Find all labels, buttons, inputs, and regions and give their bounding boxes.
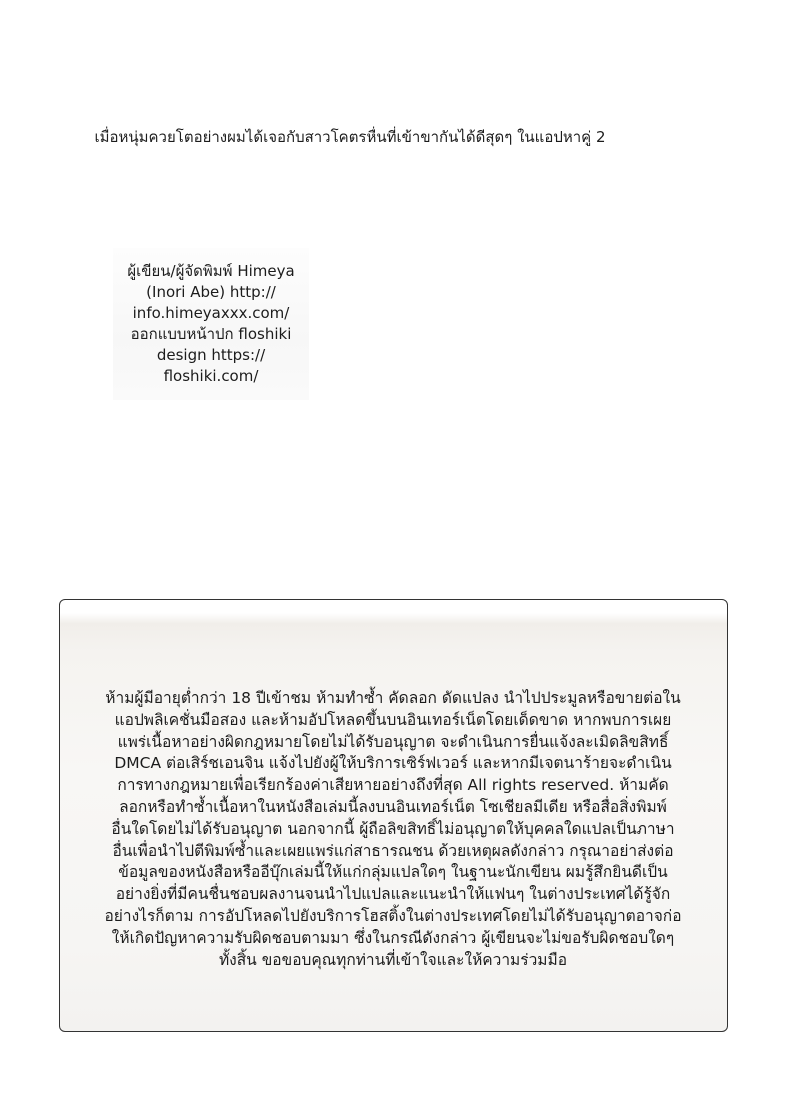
notice-line: อื่นเพื่อนำไปตีพิมพ์ซ้ำและเผยแพร่แก่สาธารณชน ด้วยเหตุผลดังกล่าว กรุณาอย่าส่งต่อ: [112, 841, 674, 860]
notice-line: อย่างยิ่งที่มีคนชื่นชอบผลงานจนนำไปแปลและแนะนำให้แฟนๆ ในต่างประเทศได้รู้จัก: [115, 885, 671, 904]
notice-line: ให้เกิดปัญหาความรับผิดชอบตามมา ซึ่งในกรณีดังกล่าว ผู้เขียนจะไม่ขอรับผิดชอบใดๆ: [111, 928, 675, 947]
notice-line: DMCA ต่อเสิร์ชเอนจิน แจ้งไปยังผู้ให้บริการเซิร์ฟเวอร์ และหากมีเจตนาร้ายจะดำเนิน: [114, 754, 672, 773]
copyright-notice-text: [60, 688, 726, 971]
notice-line: ห้ามผู้มีอายุต่ำกว่า 18 ปีเข้าชม ห้ามทำซ้ำ คัดลอก ดัดแปลง นำไปประมูลหรือขายต่อใน: [105, 689, 681, 707]
credits-block: [113, 248, 309, 400]
credits-line: info.himeyaxxx.com/: [132, 304, 290, 322]
page-title: เมื่อหนุ่มควยโตอย่างผมได้เจอกับสาวโคตรหื่นที่เข้าขากันได้ดีสุดๆ ในแอปหาคู่ 2: [94, 128, 606, 146]
notice-line: แอปพลิเคชั่นมือสอง และห้ามอัปโหลดขึ้นบนอินเทอร์เน็ตโดยเด็ดขาด หากพบการเผย: [114, 710, 672, 729]
credits-line: floshiki.com/: [163, 367, 259, 385]
notice-line: ข้อมูลของหนังสือหรืออีบุ๊กเล่มนี้ให้แก่กลุ่มแปลใดๆ ในฐานะนักเขียน ผมรู้สึกยินดีเป็น: [118, 863, 668, 882]
notice-line: การทางกฎหมายเพื่อเรียกร้องค่าเสียหายอย่างถึงที่สุด All rights reserved. ห้ามคัด: [117, 776, 669, 795]
credits-line: ออกแบบหน้าปก floshiki: [130, 325, 292, 343]
credits-line: (Inori Abe) http://: [146, 283, 276, 301]
notice-line: อื่นใดโดยไม่ได้รับอนุญาต นอกจากนี้ ผู้ถือลิขสิทธิ์ไม่อนุญาตให้บุคคลใดแปลเป็นภาษา: [111, 819, 675, 838]
copyright-notice-box: [59, 599, 728, 1032]
credits-line: design https://: [156, 346, 266, 364]
credits-line: ผู้เขียน/ผู้จัดพิมพ์ Himeya: [127, 262, 295, 280]
notice-line: อย่างไรก็ตาม การอัปโหลดไปยังบริการโฮสติ้งในต่างประเทศโดยไม่ได้รับอนุญาตอาจก่อ: [104, 906, 682, 925]
credits-text: [113, 261, 309, 387]
notice-line: ลอกหรือทำซ้ำเนื้อหาในหนังสือเล่มนี้ลงบนอินเทอร์เน็ต โซเชียลมีเดีย หรือสื่อสิ่งพิมพ์: [119, 797, 667, 816]
notice-line: แพร่เนื้อหาอย่างผิดกฎหมายโดยไม่ได้รับอนุญาต จะดำเนินการยื่นแจ้งละเมิดลิขสิทธิ์: [117, 732, 669, 751]
notice-line: ทั้งสิ้น ขอขอบคุณทุกท่านที่เข้าใจและให้ความร่วมมือ: [218, 950, 568, 969]
